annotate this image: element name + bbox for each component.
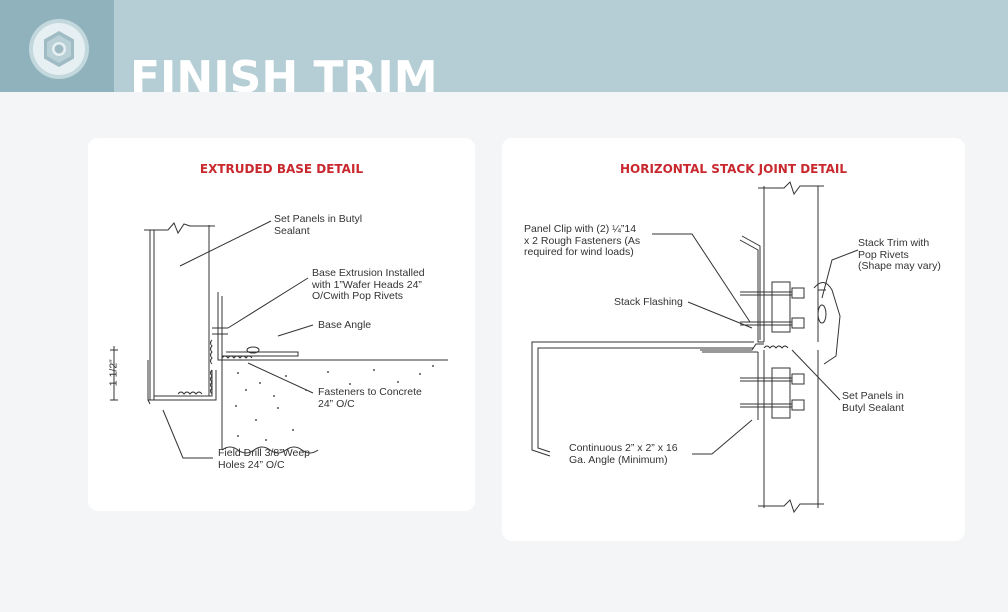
- extruded-base-detail-card: [88, 138, 475, 511]
- horizontal-stack-joint-card: [502, 138, 965, 541]
- set-panels-butyl-label: Set Panels in Butyl Sealant: [842, 390, 904, 414]
- weep-holes-label: Field Drill 3/8”Weep Holes 24” O/C: [218, 447, 311, 471]
- logo-tile: [0, 0, 114, 92]
- base-angle-label: Base Angle: [318, 319, 372, 331]
- extruded-base-detail-title: EXTRUDED BASE DETAIL: [199, 162, 364, 176]
- header-band: [0, 0, 1008, 92]
- dimension-label: 1 1/2”: [107, 359, 120, 387]
- stack-trim-label: Stack Trim with Pop Rivets (Shape may vary): [858, 237, 941, 272]
- stack-flashing-label: Stack Flashing: [614, 296, 683, 308]
- page-title: FINISH TRIM: [130, 52, 438, 92]
- panel-clip-label: Panel Clip with (2) ¼”14 x 2 Rough Fasteners (As required for wind loads): [524, 223, 641, 258]
- fasteners-label: Fasteners to Concrete 24” O/C: [318, 386, 422, 410]
- horizontal-stack-joint-title: HORIZONTAL STACK JOINT DETAIL: [619, 162, 848, 176]
- stack-joint-drawing: [502, 138, 965, 541]
- continuous-angle-label: Continuous 2” x 2” x 16 Ga. Angle (Minimum): [569, 442, 678, 466]
- hex-nut-icon: [28, 18, 90, 80]
- base-extrusion-label: Base Extrusion Installed with 1”Wafer Heads 24” O/Cwith Pop Rivets: [312, 267, 425, 302]
- set-panels-label: Set Panels in Butyl Sealant: [274, 213, 363, 237]
